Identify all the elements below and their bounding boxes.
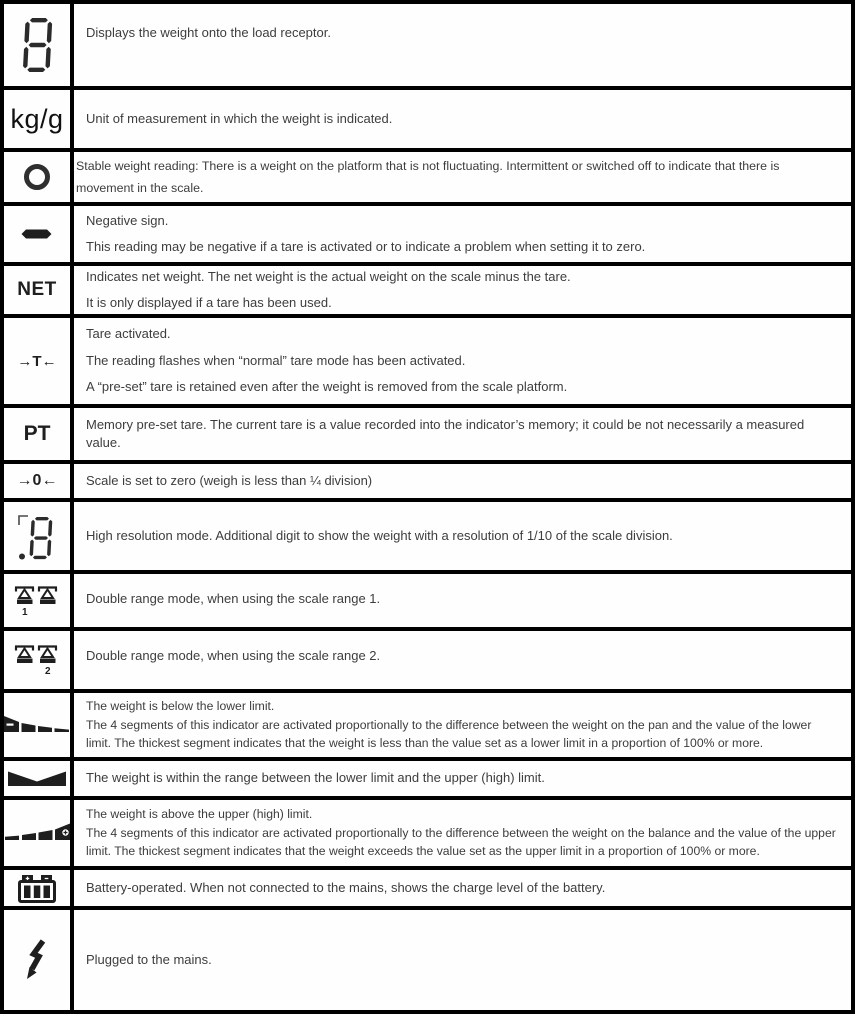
icon-cell [4, 800, 74, 866]
description-paragraph: Negative sign. [86, 212, 169, 228]
below-lower-limit-icon [4, 715, 70, 735]
description-paragraph: Memory pre-set tare. The current tare is a value recorded into the indicator’s memory; it could be not necessarily a measured value. [86, 416, 805, 450]
icon-cell [4, 266, 74, 314]
description-paragraph: The weight is above the upper (high) limit. [86, 807, 313, 822]
table-row [4, 152, 851, 206]
svg-text:1: 1 [22, 606, 28, 618]
svg-text:2: 2 [45, 666, 51, 677]
icon-cell [4, 761, 74, 796]
description-paragraph: Battery-operated. When not connected to the mains, shows the charge level of the battery. [86, 879, 606, 895]
icon-cell [4, 574, 74, 627]
row-description [74, 266, 851, 314]
description-paragraph: The weight is within the range between the lower limit and the upper (high) limit. [86, 770, 545, 786]
negative-sign-icon [21, 225, 53, 243]
table-row [4, 502, 851, 574]
table-row [4, 631, 851, 693]
table-row [4, 206, 851, 266]
table-row [4, 90, 851, 152]
description-paragraph: Unit of measurement in which the weight is indicated. [86, 110, 393, 126]
icon-cell [4, 870, 74, 906]
table-row [4, 910, 851, 1010]
row-description [74, 761, 851, 796]
tare-label: →T← [17, 352, 57, 370]
description-paragraph: Plugged to the mains. [86, 951, 212, 967]
icon-cell [4, 693, 74, 757]
row-description [74, 90, 851, 148]
row-description [74, 464, 851, 498]
double-range-2-icon [14, 643, 60, 677]
icon-cell [4, 4, 74, 86]
table-row [4, 4, 851, 90]
description-paragraph: Double range mode, when using the scale range 2. [86, 648, 381, 663]
table-row [4, 800, 851, 870]
row-description [74, 800, 851, 866]
seven-segment-digit-icon [21, 18, 53, 72]
description-paragraph: The 4 segments of this indicator are activated proportionally to the difference between the weight on the pan and the value of the lower limit. The thickest segment indicates that the weight is less than the value set as a lower limit in a proportion of 100% or more. [86, 718, 812, 750]
description-paragraph: Scale is set to zero (weigh is less than ¼ division) [86, 472, 373, 488]
table-row [4, 464, 851, 502]
table-row [4, 318, 851, 408]
icon-cell [4, 502, 74, 570]
row-description [74, 693, 851, 757]
battery-icon [18, 874, 56, 903]
zero-label: →0← [16, 472, 58, 489]
row-description [74, 910, 851, 1010]
table-row [4, 574, 851, 631]
table-row [4, 761, 851, 800]
description-paragraph: Indicates net weight. The net weight is the actual weight on the scale minus the tare. [86, 268, 571, 284]
table-row [4, 266, 851, 318]
description-paragraph: Tare activated. [86, 326, 171, 342]
stable-indicator-icon [24, 164, 50, 190]
row-description [74, 318, 851, 404]
row-description [74, 206, 851, 262]
lightning-bolt-icon [24, 939, 50, 981]
description-paragraph: This reading may be negative if a tare is activated or to indicate a problem when setting it to zero. [86, 239, 646, 254]
icon-cell [4, 206, 74, 262]
description-paragraph: Double range mode, when using the scale range 1. [86, 591, 381, 606]
double-range-1-icon [14, 584, 60, 618]
row-description [74, 631, 851, 689]
above-upper-limit-icon [4, 823, 70, 843]
row-description [74, 870, 851, 906]
description-paragraph: High resolution mode. Additional digit to show the weight with a resolution of 1/10 of the scale division. [86, 527, 673, 543]
icon-cell [4, 318, 74, 404]
icon-cell [4, 910, 74, 1010]
description-paragraph: Displays the weight onto the load receptor. [86, 25, 331, 40]
icon-cell [4, 152, 74, 202]
description-paragraph: Stable weight reading: There is a weight on the platform that is not fluctuating. Intermittent or switched off to indicate that there is movement in the scale. [76, 158, 780, 195]
table-row [4, 693, 851, 761]
icon-cell [4, 631, 74, 689]
net-label: NET [17, 279, 57, 300]
description-paragraph: The reading flashes when “normal” tare mode has been activated. [86, 352, 466, 368]
high-resolution-digit-icon [15, 511, 59, 561]
preset-tare-label: PT [23, 422, 51, 445]
description-paragraph: A “pre-set” tare is retained even after the weight is removed from the scale platform. [86, 379, 568, 395]
row-description [74, 152, 851, 202]
description-paragraph: The 4 segments of this indicator are activated proportionally to the difference between the weight on the balance and the value of the upper limit. The thickest segment indicates that the weight exceeds the value set as the upper limit in a proportion of 100% or more. [86, 826, 836, 858]
table-row [4, 870, 851, 910]
description-paragraph: The weight is below the lower limit. [86, 699, 275, 714]
row-description [74, 408, 851, 460]
icon-cell [4, 90, 74, 148]
row-description [74, 4, 851, 86]
row-description [74, 574, 851, 627]
table-row [4, 408, 851, 464]
description-paragraph: It is only displayed if a tare has been used. [86, 295, 332, 310]
row-description [74, 502, 851, 570]
unit-label: kg/g [10, 103, 64, 134]
within-limits-icon [8, 770, 66, 788]
icon-cell [4, 464, 74, 498]
icon-cell [4, 408, 74, 460]
